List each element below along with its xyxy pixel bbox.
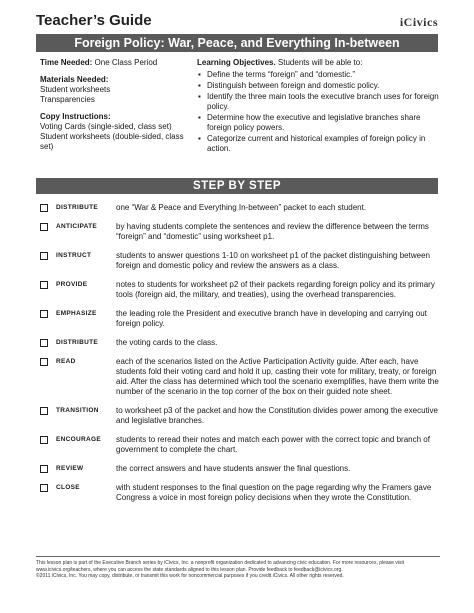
icivics-logo: iCivics (399, 15, 438, 29)
checkbox-icon (40, 339, 48, 347)
page-footer (36, 556, 440, 580)
material-item: Transparencies (40, 95, 95, 104)
step-verb: EMPHASIZE (56, 310, 97, 317)
step-item (40, 435, 440, 455)
step-item (40, 203, 440, 213)
materials-needed (40, 75, 190, 105)
step-by-step-banner: STEP BY STEP (36, 178, 438, 194)
step-item (40, 222, 440, 242)
step-text: students to answer questions 1-10 on worksheet p1 of the packet distinguishing between foreign and domestic policy and review the answers as a class. (116, 251, 430, 270)
step-verb: TRANSITION (56, 407, 99, 414)
objective-text: Distinguish between foreign and domestic policy. (207, 81, 380, 90)
step-item (40, 309, 440, 329)
copy-label: Copy Instructions: (40, 112, 111, 121)
bullet-icon: ▪ (198, 92, 201, 101)
lesson-title-banner: Foreign Policy: War, Peace, and Everything In-between (36, 34, 438, 52)
bullet-icon: ▪ (198, 134, 201, 143)
step-verb: READ (56, 358, 76, 365)
step-text: the correct answers and have students answer the final questions. (116, 464, 351, 473)
objective-text: Identify the three main tools the executive branch uses for foreign policy. (207, 92, 439, 111)
copy-instructions (40, 112, 190, 152)
objective-text: Define the terms “foreign” and “domestic.” (207, 70, 356, 79)
checkbox-icon (40, 436, 48, 444)
step-text: by having students complete the sentences and review the difference between the terms “foreign” and “domestic” using worksheet p1. (116, 222, 429, 241)
step-item (40, 464, 440, 474)
step-text: students to reread their notes and match each power with the correct topic and branch of government to complete the chart. (116, 435, 430, 454)
time-needed (40, 58, 190, 68)
bullet-icon: ▪ (198, 113, 201, 122)
checkbox-icon (40, 310, 48, 318)
step-item (40, 251, 440, 271)
step-text: with student responses to the final question on the page regarding why the Framers gave Congress a voice in most foreign policy decisions when they wrote the Constitution. (116, 483, 432, 502)
footer-divider (36, 556, 440, 557)
step-item (40, 483, 440, 503)
step-text: each of the scenarios listed on the Active Participation Activity guide. After each, have students fold their voting card and hold it up, casting their vote for military, treaty, or foreign aid. After the class has determined which tool the scenario exemplifies, have them write the number of the scenario in the top corner of the box on their guided note sheet. (116, 357, 439, 396)
step-verb: INSTRUCT (56, 252, 92, 259)
step-verb: DISTRIBUTE (56, 204, 98, 211)
checkbox-icon (40, 484, 48, 492)
time-needed-value: One Class Period (92, 58, 158, 67)
checkbox-icon (40, 252, 48, 260)
lesson-info-column (40, 58, 190, 159)
objective-item (197, 113, 439, 133)
objective-text: Determine how the executive and legislative branches share foreign policy powers. (207, 113, 421, 132)
step-verb: DISTRIBUTE (56, 339, 98, 346)
step-text: the voting cards to the class. (116, 338, 218, 347)
checkbox-icon (40, 223, 48, 231)
checkbox-icon (40, 407, 48, 415)
objectives-intro: Students will be able to: (275, 58, 363, 67)
bullet-icon: ▪ (198, 81, 201, 90)
step-text: to worksheet p3 of the packet and how the Constitution divides power among the executive and legislative branches. (116, 406, 438, 425)
page-header (36, 12, 438, 34)
checkbox-icon (40, 358, 48, 366)
step-text: one “War & Peace and Everything In-between” packet to each student. (116, 203, 367, 212)
objectives-label: Learning Objectives. (197, 58, 276, 67)
footer-note: This lesson plan is part of the Executive Branch series by iCivics, Inc. a nonprofit organization dedicated to advancing civic education. For more resources, please visit www.icivics.org/teachers, where you can access the state standards aligned to this lesson plan. Provide feedback to feedback@icivics.org. (36, 560, 404, 573)
copy-item: Voting Cards (single-sided, class set) (40, 122, 172, 131)
step-item (40, 338, 440, 348)
doc-title: Teacher’s Guide (36, 12, 152, 29)
step-text: notes to students for worksheet p2 of their packets regarding foreign policy and its primary tools (foreign aid, the military, and treaties), using the overhead transparencies. (116, 280, 435, 299)
bullet-icon: ▪ (198, 70, 201, 79)
step-list (40, 203, 440, 503)
step-verb: ANTICIPATE (56, 223, 98, 230)
step-verb: ENCOURAGE (56, 436, 101, 443)
checkbox-icon (40, 204, 48, 212)
learning-objectives (197, 58, 439, 155)
objective-text: Categorize current and historical examples of foreign policy in action. (207, 134, 426, 153)
step-verb: PROVIDE (56, 281, 88, 288)
step-text: the leading role the President and executive branch have in developing and carrying out foreign policy. (116, 309, 427, 328)
objectives-list (197, 70, 439, 154)
checkbox-icon (40, 281, 48, 289)
step-verb: CLOSE (56, 484, 80, 491)
step-item (40, 406, 440, 426)
objective-item (197, 70, 439, 80)
objective-item (197, 81, 439, 91)
checkbox-icon (40, 465, 48, 473)
step-item (40, 280, 440, 300)
material-item: Student worksheets (40, 85, 111, 94)
footer-copyright: ©2011 iCivics, Inc. You may copy, distribute, or transmit this work for noncommercial purposes if you credit iCivics. All other rights reserved. (36, 573, 344, 579)
copy-item: Student worksheets (double-sided, class set) (40, 132, 184, 151)
objective-item (197, 134, 439, 154)
step-item (40, 357, 440, 397)
step-verb: REVIEW (56, 465, 84, 472)
objective-item (197, 92, 439, 112)
materials-label: Materials Needed: (40, 75, 109, 84)
time-needed-label: Time Needed: (40, 58, 93, 67)
